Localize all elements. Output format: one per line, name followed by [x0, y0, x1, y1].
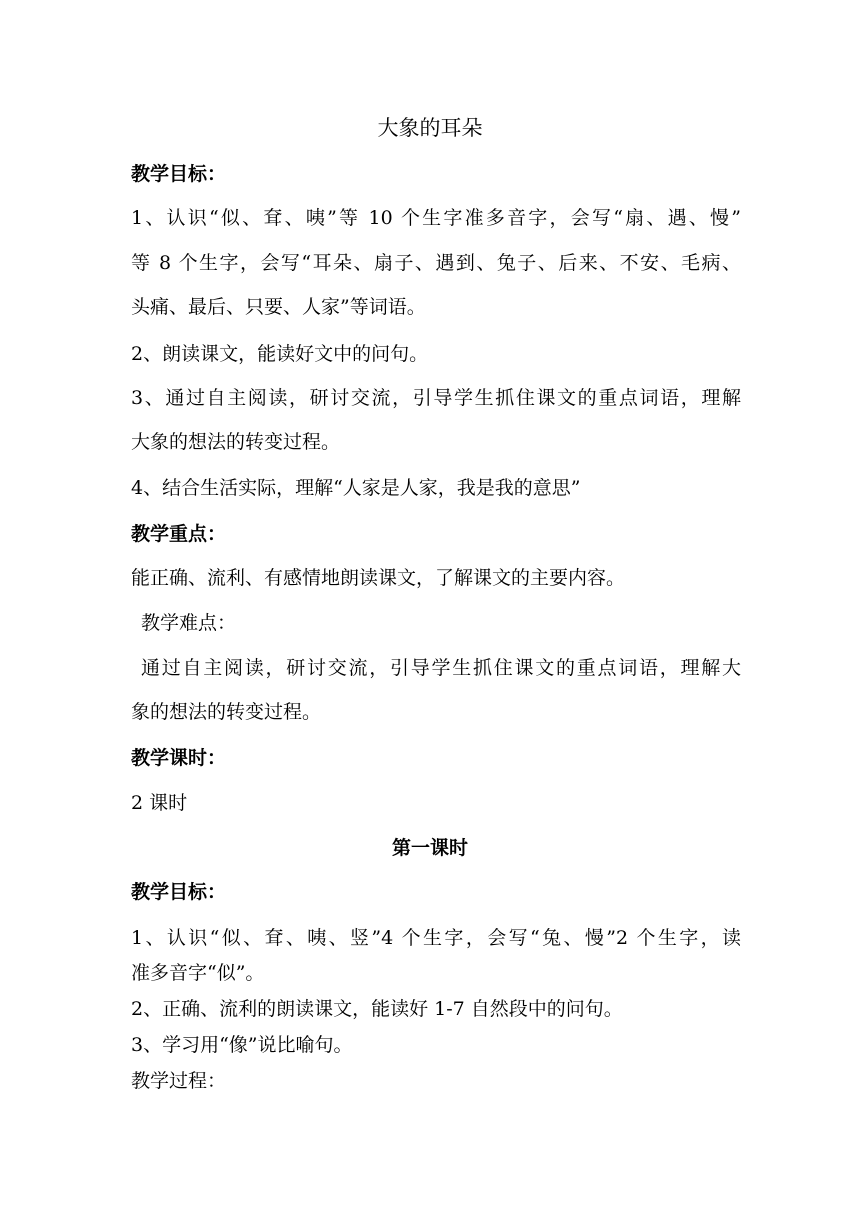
objective-1-line-2: 等 8 个生字，会写“耳朵、扇子、遇到、兔子、后来、不安、毛病、 — [131, 252, 741, 274]
lesson1-objective-2: 2、正确、流利的朗读课文，能读好 1-7 自然段中的问句。 — [131, 998, 623, 1020]
difficulties-line-1: 通过自主阅读，研讨交流，引导学生抓住课文的重点词语，理解大 — [141, 657, 741, 679]
difficulties-line-2: 象的想法的转变过程。 — [131, 701, 322, 723]
objective-2: 2、朗读课文，能读好文中的问句。 — [131, 343, 429, 365]
objectives-heading: 教学目标： — [131, 163, 227, 185]
objective-3-line-2: 大象的想法的转变过程。 — [131, 431, 341, 453]
objective-1-line-3: 头痛、最后、只要、人家”等词语。 — [131, 296, 426, 318]
objective-3-line-1: 3、通过自主阅读，研讨交流，引导学生抓住课文的重点词语，理解 — [131, 387, 741, 409]
lesson1-process-heading: 教学过程： — [131, 1070, 227, 1092]
lesson1-title: 第一课时 — [391, 837, 468, 859]
hours-text: 2 课时 — [131, 792, 188, 814]
hours-heading: 教学课时： — [131, 747, 227, 769]
lesson1-objective-1-line-2: 准多音字“似”。 — [131, 962, 265, 984]
objective-4: 4、结合生活实际，理解“人家是人家，我是我的意思” — [131, 477, 581, 499]
difficulties-heading: 教学难点： — [141, 612, 237, 634]
key-points-text: 能正确、流利、有感情地朗读课文，了解课文的主要内容。 — [131, 567, 626, 589]
objective-1-line-1: 1、认识“似、耷、咦”等 10 个生字准多音字，会写“扇、遇、慢” — [131, 207, 741, 229]
lesson1-objective-3: 3、学习用“像”说比喻句。 — [131, 1034, 353, 1056]
lesson1-objective-1-line-1: 1、认识“似、耷、咦、竖”4 个生字，会写“兔、慢”2 个生字，读 — [131, 927, 741, 949]
document-title: 大象的耳朵 — [377, 116, 483, 140]
key-points-heading: 教学重点： — [131, 523, 227, 545]
lesson1-objectives-heading: 教学目标： — [131, 881, 227, 903]
